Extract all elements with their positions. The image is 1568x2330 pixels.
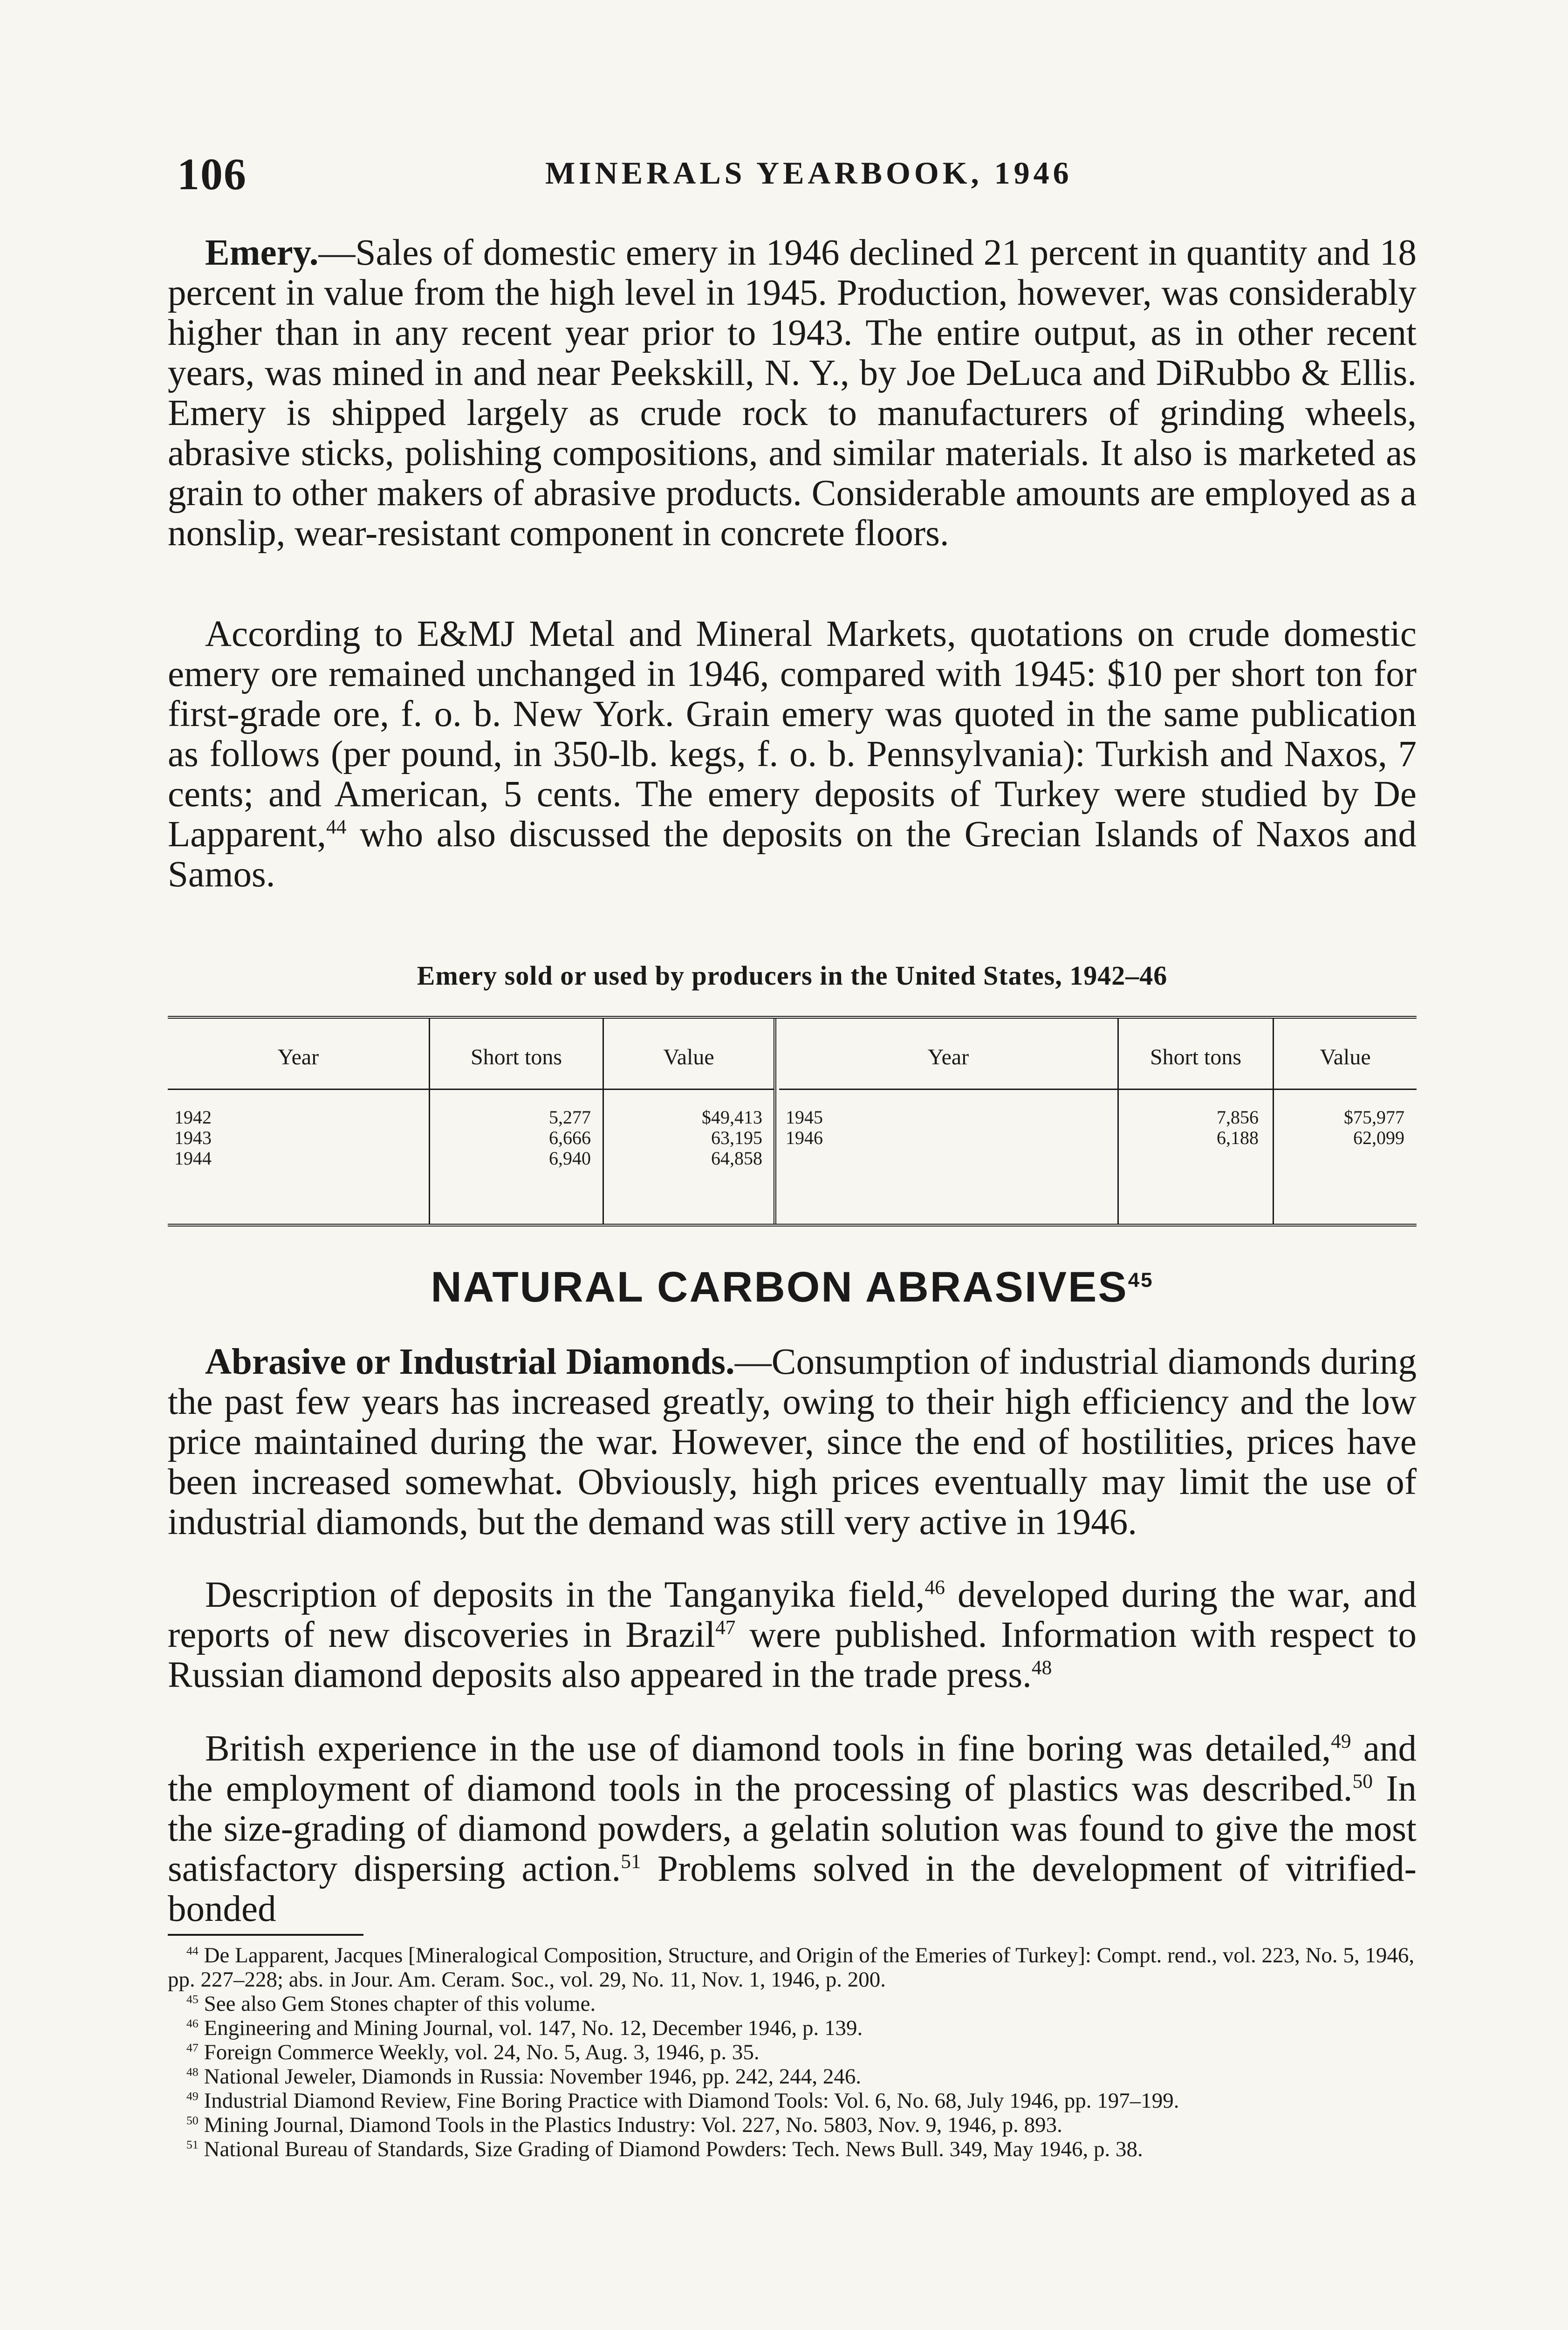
footnote-text: Industrial Diamond Review, Fine Boring Practice with Diamond Tools: Vol. 6, No. 68, July 1946, pp. 197–199. bbox=[204, 2089, 1179, 2113]
tools-text: British experience in the use of diamond tools in fine boring was detailed, bbox=[205, 1728, 1331, 1769]
footnote-text: Mining Journal, Diamond Tools in the Plastics Industry: Vol. 227, No. 5803, Nov. 9, 1946, p. 893. bbox=[204, 2113, 1062, 2137]
diamonds-paragraph bbox=[168, 1342, 1417, 1542]
column-header: Value bbox=[1320, 1045, 1371, 1069]
section-title: NATURAL CARBON ABRASIVES bbox=[431, 1263, 1128, 1311]
table-row bbox=[168, 1128, 774, 1148]
tools-text: and the employment of diamond tools in the processing of plastics was described. bbox=[168, 1728, 1417, 1809]
table-left-half bbox=[168, 1019, 776, 1224]
footnote-number: 48 bbox=[186, 2065, 199, 2079]
footnote-text: National Jeweler, Diamonds in Russia: November 1946, pp. 242, 244, 246. bbox=[204, 2064, 862, 2089]
table-row bbox=[779, 1107, 1417, 1128]
value-cell: 64,858 bbox=[711, 1148, 762, 1169]
footnote bbox=[168, 1992, 1417, 2016]
year-cell: 1943 bbox=[174, 1127, 212, 1148]
emery-paragraph bbox=[168, 233, 1417, 554]
footnote bbox=[168, 2040, 1417, 2064]
emery-quotations-text: According to E&MJ Metal and Mineral Markets, quotations on crude domestic emery ore remained unchanged in 1946, compared with 1945: $10 per short ton for first-grade ore, f. o. b. New York. Grain emery was quoted in the same publication as follows (per pound, in 350-lb. kegs, f. o. b. Pennsylvania): Turkish and Naxos, 7 cents; and American, 5 cents. The emery deposits of Turkey were studied by De Lapparent, bbox=[168, 614, 1417, 855]
short-tons-cell: 6,940 bbox=[549, 1148, 591, 1169]
footnotes bbox=[168, 1943, 1417, 2161]
footnote-ref: 51 bbox=[621, 1850, 641, 1873]
table-right-half bbox=[779, 1019, 1417, 1224]
table-body bbox=[168, 1107, 774, 1169]
table-row bbox=[779, 1128, 1417, 1148]
emery-table bbox=[168, 1016, 1417, 1227]
value-cell: $75,977 bbox=[1344, 1107, 1404, 1128]
tools-text: Problems solved in the development of vitrified-bonded bbox=[168, 1849, 1417, 1929]
footnote-ref: 48 bbox=[1031, 1656, 1052, 1679]
footnote-text: National Bureau of Standards, Size Grading of Diamond Powders: Tech. News Bull. 349, May 1946, p. 38. bbox=[204, 2137, 1143, 2161]
footnote bbox=[168, 2064, 1417, 2089]
footnote-number: 50 bbox=[186, 2113, 199, 2127]
short-tons-cell: 6,666 bbox=[549, 1127, 591, 1148]
emery-dash: — bbox=[318, 233, 356, 273]
short-tons-cell: 7,856 bbox=[1217, 1107, 1259, 1128]
column-header: Value bbox=[663, 1045, 714, 1069]
deposits-text: developed during the war, and reports of new discoveries in Brazil bbox=[168, 1575, 1417, 1655]
table-row bbox=[168, 1107, 774, 1128]
year-cell: 1945 bbox=[786, 1107, 823, 1128]
footnote bbox=[168, 2113, 1417, 2137]
table-title: Emery sold or used by producers in the United States, 1942–46 bbox=[417, 960, 1168, 991]
table-row bbox=[168, 1148, 774, 1169]
footnote-ref: 47 bbox=[715, 1616, 736, 1639]
section-heading bbox=[168, 1263, 1417, 1312]
footnote-number: 47 bbox=[186, 2041, 199, 2055]
value-cell: 62,099 bbox=[1353, 1127, 1404, 1148]
footnote-ref: 46 bbox=[924, 1576, 945, 1599]
short-tons-cell: 6,188 bbox=[1217, 1127, 1259, 1148]
footnote bbox=[168, 2137, 1417, 2161]
tools-text: In the size-grading of diamond powders, a gelatin solution was found to give the most satisfactory dispersing action. bbox=[168, 1768, 1417, 1889]
short-tons-cell: 5,277 bbox=[549, 1107, 591, 1128]
diamond-tools-paragraph bbox=[168, 1729, 1417, 1929]
footnote bbox=[168, 2089, 1417, 2113]
footnote bbox=[168, 2016, 1417, 2040]
deposits-text: were published. Information with respect to Russian diamond deposits also appeared in the trade press. bbox=[168, 1615, 1417, 1695]
footnote bbox=[168, 1943, 1417, 1992]
deposits-paragraph bbox=[168, 1575, 1417, 1695]
table-body bbox=[779, 1107, 1417, 1148]
page-header bbox=[177, 148, 1398, 199]
value-cell: 63,195 bbox=[711, 1127, 762, 1148]
diamonds-text: Consumption of industrial diamonds during the past few years has increased greatly, owing to their high efficiency and the low price maintained during the war. However, since the end of hostilities, prices have been increased somewhat. Obviously, high prices eventually may limit the use of industrial diamonds, but the demand was still very active in 1946. bbox=[168, 1342, 1417, 1542]
footnote-text: See also Gem Stones chapter of this volume. bbox=[204, 1992, 596, 2016]
column-header: Short tons bbox=[470, 1045, 562, 1069]
footnote-number: 51 bbox=[186, 2138, 199, 2152]
column-header: Short tons bbox=[1150, 1045, 1242, 1069]
year-cell: 1944 bbox=[174, 1148, 212, 1169]
footnote-ref: 50 bbox=[1352, 1770, 1373, 1793]
footnote-number: 46 bbox=[186, 2016, 199, 2030]
value-cell: $49,413 bbox=[702, 1107, 762, 1128]
emery-quotations-text-end: who also discussed the deposits on the Grecian Islands of Naxos and Samos. bbox=[168, 814, 1417, 895]
page-number: 106 bbox=[177, 149, 247, 199]
diamonds-dash: — bbox=[734, 1342, 772, 1382]
footnote-ref: 49 bbox=[1331, 1730, 1351, 1753]
footnote-text: De Lapparent, Jacques [Mineralogical Composition, Structure, and Origin of the Emeries of Turkey]: Compt. rend., vol. 223, No. 5, 1946, pp. 227–228; abs. in Jour. Am. Ceram. Soc., vol. 29, No. 11, Nov. 1, 1946, p. 200. bbox=[168, 1943, 1415, 1992]
column-header: Year bbox=[277, 1045, 319, 1069]
year-cell: 1942 bbox=[174, 1107, 212, 1128]
column-header: Year bbox=[927, 1045, 969, 1069]
footnote-number: 44 bbox=[186, 1944, 199, 1958]
footnote-number: 45 bbox=[186, 1992, 199, 2006]
footnote-number: 49 bbox=[186, 2089, 199, 2103]
emery-text: Sales of domestic emery in 1946 declined 21 percent in quantity and 18 percent in value from the high level in 1945. Production, however, was considerably higher than in any recent year prior to 1943. The entire output, as in other recent years, was mined in and near Peekskill, N. Y., by Joe DeLuca and DiRubbo & Ellis. Emery is shipped largely as crude rock to manufacturers of grinding wheels, abrasive sticks, polishing compositions, and similar materials. It also is marketed as grain to other makers of abrasive products. Considerable amounts are employed as a nonslip, wear-resistant component in concrete floors. bbox=[168, 233, 1417, 554]
footnote-ref: 45 bbox=[1128, 1268, 1154, 1292]
footnote-text: Foreign Commerce Weekly, vol. 24, No. 5, Aug. 3, 1946, p. 35. bbox=[204, 2040, 760, 2064]
year-cell: 1946 bbox=[786, 1127, 823, 1148]
footnote-divider bbox=[168, 1934, 363, 1936]
footnote-text: Engineering and Mining Journal, vol. 147, No. 12, December 1946, p. 139. bbox=[204, 2016, 863, 2040]
emery-heading: Emery. bbox=[205, 233, 319, 273]
emery-quotations-paragraph bbox=[168, 614, 1417, 895]
diamonds-heading: Abrasive or Industrial Diamonds. bbox=[205, 1342, 735, 1382]
deposits-text: Description of deposits in the Tanganyika field, bbox=[205, 1575, 925, 1615]
running-head: MINERALS YEARBOOK, 1946 bbox=[545, 155, 1073, 191]
footnote-ref: 44 bbox=[326, 816, 347, 838]
